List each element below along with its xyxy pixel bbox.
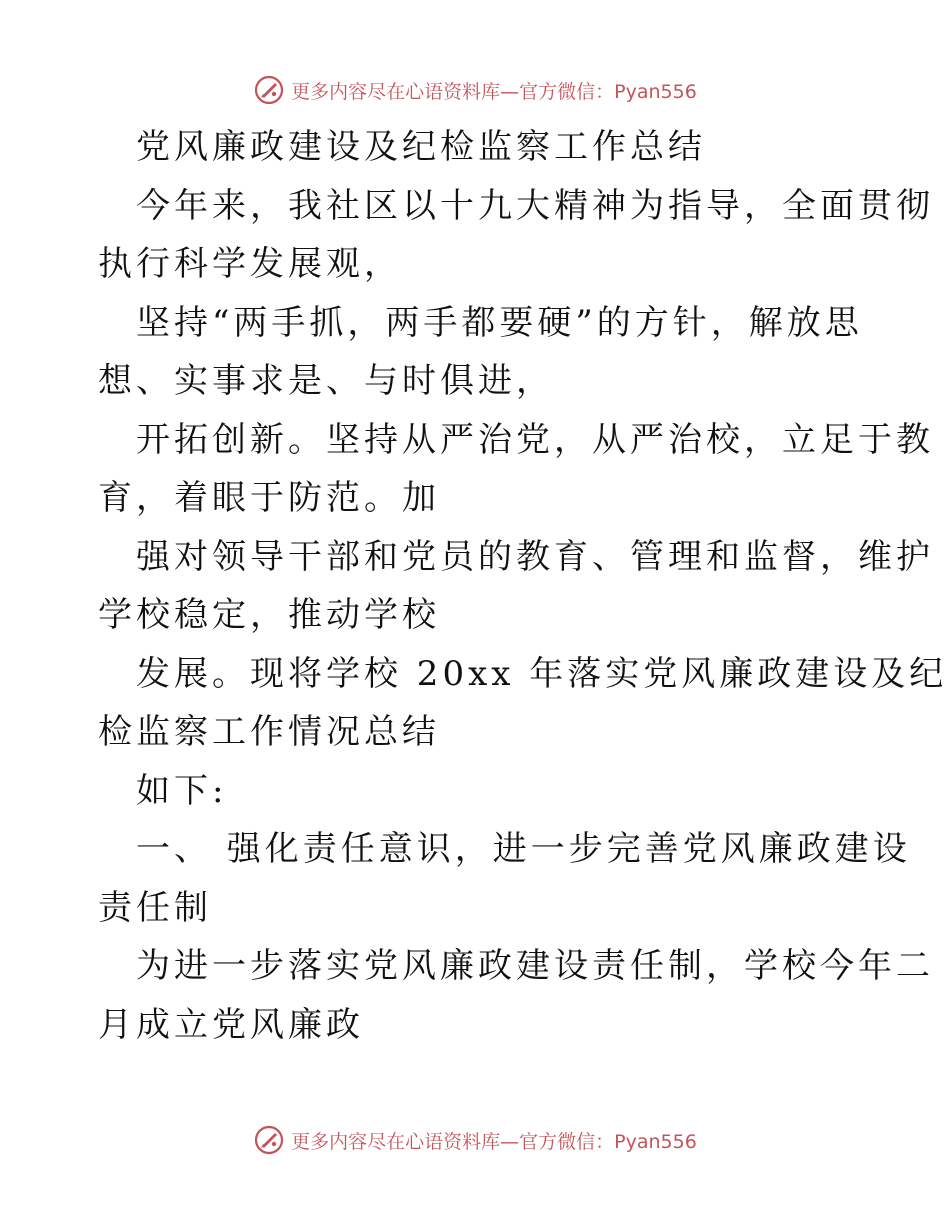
header-watermark-banner xyxy=(0,70,950,110)
watermark-text: 更多内容尽在心语资料库—官方微信：Pyan556 xyxy=(291,1130,697,1153)
paragraph-line: 强对领导干部和党员的教育、管理和监督，维护 xyxy=(136,536,934,577)
paragraph-line: 开拓创新。坚持从严治党，从严治校，立足于教 xyxy=(136,419,934,460)
watermark-text: 更多内容尽在心语资料库—官方微信：Pyan556 xyxy=(291,80,697,103)
paragraph-line: 月成立党风廉政 xyxy=(98,1004,364,1045)
paragraph-line: 今年来，我社区以十九大精神为指导，全面贯彻 xyxy=(136,185,934,226)
paragraph-line: 如下: xyxy=(136,770,228,811)
document-title: 党风廉政建设及纪检监察工作总结 xyxy=(136,127,706,167)
paragraph-line: 想、实事求是、与时俱进， xyxy=(98,361,554,401)
paragraph-line: 坚持“两手抓，两手都要硬”的方针，解放思 xyxy=(136,302,863,343)
logo-icon xyxy=(253,74,285,106)
logo-icon xyxy=(253,1124,285,1156)
paragraph-line: 检监察工作情况总结 xyxy=(98,712,440,752)
paragraph-line: 学校稳定，推动学校 xyxy=(98,595,440,635)
paragraph-line: 育，着眼于防范。加 xyxy=(98,478,440,518)
paragraph-line: 执行科学发展观， xyxy=(98,244,402,284)
section-heading: 一、 强化责任意识，进一步完善党风廉政建设 xyxy=(136,829,911,869)
section-heading-continued: 责任制 xyxy=(98,887,212,928)
paragraph-line: 发展。现将学校 20xx 年落实党风廉政建设及纪 xyxy=(136,653,948,694)
footer-watermark-banner xyxy=(0,1120,950,1160)
document-body xyxy=(98,118,948,1054)
paragraph-line: 为进一步落实党风廉政建设责任制，学校今年二 xyxy=(136,946,934,986)
